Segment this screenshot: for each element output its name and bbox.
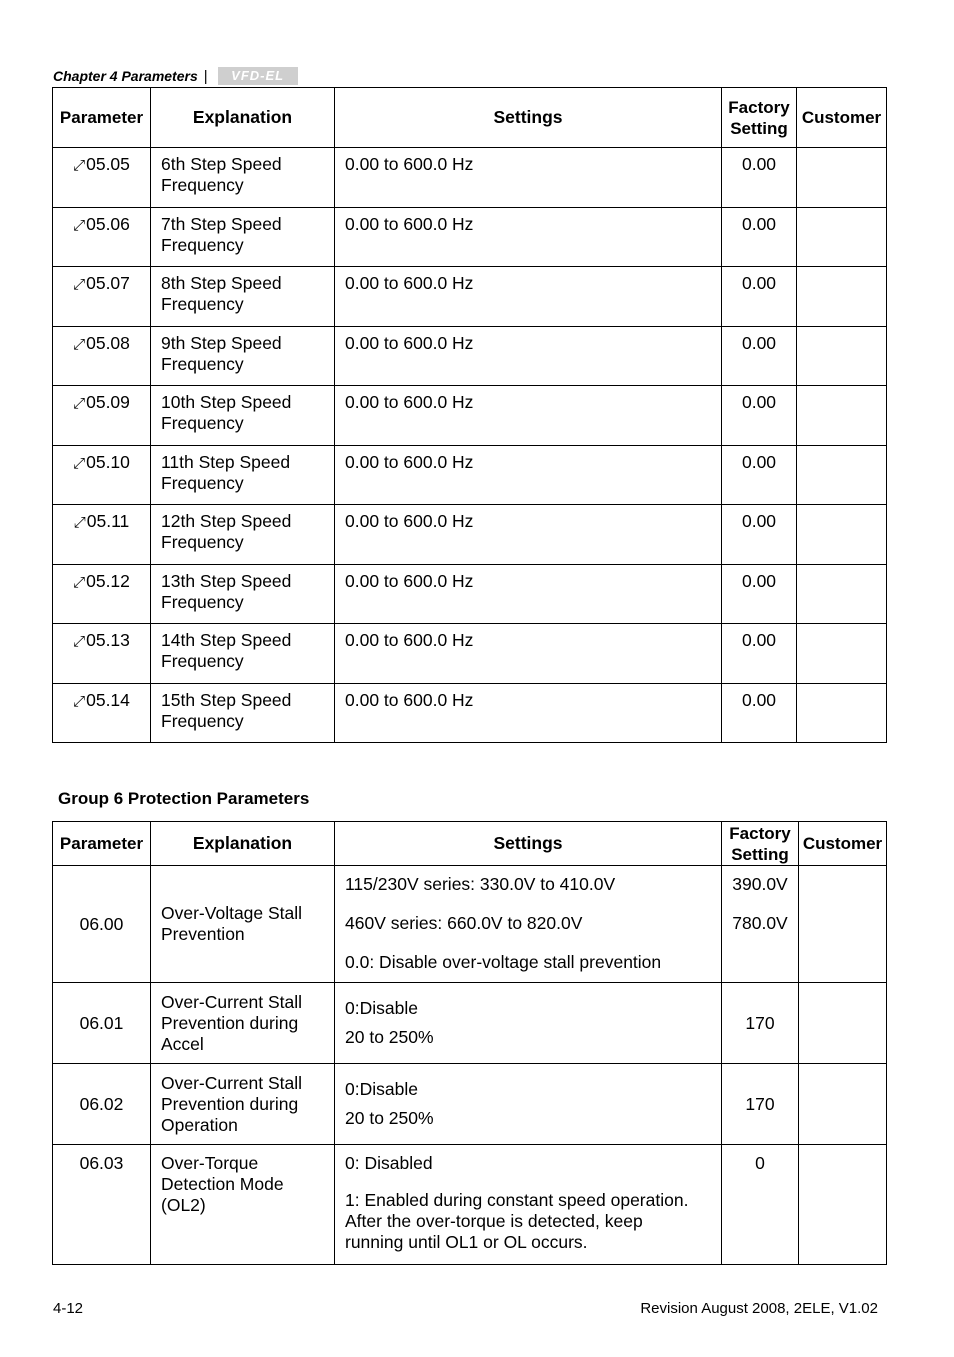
factory-setting: 0.00 [722, 445, 797, 505]
explanation-line: Frequency [161, 413, 244, 433]
param-explanation [151, 1064, 335, 1145]
customer-cell [799, 983, 887, 1064]
explanation-line: Frequency [161, 294, 244, 314]
customer-cell [797, 505, 887, 565]
explanation-line: Frequency [161, 353, 244, 374]
adjustable-arrow-icon: ⤢ [73, 514, 86, 531]
param-code [53, 326, 151, 386]
param-explanation [151, 624, 335, 684]
adjustable-arrow-icon: ⤢ [73, 633, 86, 650]
table-row [53, 326, 887, 386]
table-row [53, 564, 887, 624]
customer-cell [797, 207, 887, 267]
param-settings: 0.00 to 600.0 Hz [335, 683, 722, 743]
factory-setting: 0.00 [722, 326, 797, 386]
param-explanation [151, 1145, 335, 1265]
col-settings: Settings [335, 88, 722, 148]
factory-setting: 0.00 [722, 624, 797, 684]
adjustable-arrow-icon: ⤢ [73, 216, 86, 234]
setting-line: 0.0: Disable over-voltage stall prevention [345, 952, 662, 972]
customer-cell [797, 445, 887, 505]
param-code [53, 207, 151, 267]
customer-cell [797, 267, 887, 327]
table-row [53, 148, 887, 208]
table-row [53, 683, 887, 743]
param-settings: 0.00 to 600.0 Hz [335, 326, 722, 386]
setting-line: 115/230V series: 330.0V to 410.0V [345, 874, 616, 894]
param-number: 05.11 [86, 511, 130, 531]
explanation-line: Over-Current Stall [161, 1072, 303, 1093]
param-code [53, 505, 151, 565]
explanation-line: 15th Step Speed [161, 689, 292, 710]
table-row [53, 207, 887, 267]
adjustable-arrow-icon: ⤢ [73, 573, 86, 591]
param-settings: 0.00 to 600.0 Hz [335, 564, 722, 624]
setting-line: 0:Disable [345, 1079, 418, 1099]
col-factory-line1: Factory [729, 823, 791, 843]
factory-setting: 0.00 [722, 207, 797, 267]
explanation-line: 14th Step Speed [161, 630, 292, 650]
param-settings: 0.00 to 600.0 Hz [335, 148, 722, 208]
col-settings: Settings [335, 822, 722, 866]
param-code [53, 624, 151, 684]
factory-setting: 0.00 [722, 564, 797, 624]
table-row [53, 1145, 887, 1265]
setting-line: 460V series: 660.0V to 820.0V [345, 913, 583, 933]
param-settings: 0.00 to 600.0 Hz [335, 505, 722, 565]
param-explanation [151, 386, 335, 446]
param-code: 06.01 [53, 983, 151, 1064]
setting-line: 0:Disable [345, 998, 418, 1018]
col-explanation: Explanation [151, 822, 335, 866]
explanation-line: 13th Step Speed [161, 570, 292, 591]
chapter-title: Chapter 4 Parameters [53, 68, 198, 84]
param-explanation [151, 267, 335, 327]
explanation-line: Frequency [161, 532, 244, 552]
factory-setting [722, 866, 799, 983]
param-number: 05.10 [86, 451, 130, 472]
vfd-el-logo [218, 67, 298, 85]
customer-cell [797, 148, 887, 208]
explanation-line: 10th Step Speed [161, 392, 292, 412]
param-explanation [151, 148, 335, 208]
param-explanation [151, 983, 335, 1064]
page-header [53, 66, 298, 86]
param-number: 05.14 [86, 689, 130, 710]
explanation-line: (OL2) [161, 1195, 206, 1215]
table-row [53, 505, 887, 565]
col-explanation: Explanation [151, 88, 335, 148]
param-settings: 0.00 to 600.0 Hz [335, 267, 722, 327]
param-settings [335, 1064, 722, 1145]
param-number: 05.08 [86, 332, 130, 353]
customer-cell [797, 564, 887, 624]
explanation-line: Over-Voltage Stall [161, 903, 303, 923]
explanation-line: Accel [161, 1033, 204, 1054]
factory-setting: 0.00 [722, 148, 797, 208]
param-settings: 0.00 to 600.0 Hz [335, 445, 722, 505]
table-row [53, 386, 887, 446]
customer-cell [799, 1145, 887, 1265]
param-explanation [151, 866, 335, 983]
group-6-title: Group 6 Protection Parameters [58, 789, 310, 808]
customer-cell [797, 326, 887, 386]
param-code: 06.00 [53, 866, 151, 983]
param-code [53, 564, 151, 624]
header-separator: | [203, 67, 208, 85]
col-parameter: Parameter [53, 88, 151, 148]
param-code [53, 148, 151, 208]
col-factory-line1: Factory [728, 97, 790, 117]
explanation-line: Over-Torque [161, 1153, 259, 1173]
factory-value: 780.0V [732, 913, 788, 933]
adjustable-arrow-icon: ⤢ [73, 454, 86, 472]
col-customer: Customer [797, 88, 887, 148]
param-number: 05.05 [86, 154, 130, 174]
setting-line: running until OL1 or OL occurs. [345, 1232, 588, 1252]
col-factory-setting [722, 822, 799, 866]
explanation-line: Prevention during [161, 1012, 299, 1033]
explanation-line: Frequency [161, 234, 244, 255]
table-header-row [53, 822, 887, 866]
factory-value: 390.0V [732, 874, 788, 894]
factory-setting: 0.00 [722, 267, 797, 327]
adjustable-arrow-icon: ⤢ [73, 157, 86, 174]
param-number: 05.07 [86, 273, 130, 293]
param-code: 06.02 [53, 1064, 151, 1145]
explanation-line: 8th Step Speed [161, 273, 282, 293]
factory-setting: 170 [722, 1064, 799, 1145]
explanation-line: Frequency [161, 710, 244, 731]
explanation-line: Frequency [161, 651, 244, 671]
param-number: 05.13 [86, 630, 130, 650]
param-settings [335, 866, 722, 983]
explanation-line: Frequency [161, 591, 244, 612]
customer-cell [797, 624, 887, 684]
page-number: 4-12 [53, 1300, 84, 1317]
revision-info: Revision August 2008, 2ELE, V1.02 [640, 1300, 878, 1317]
param-settings [335, 983, 722, 1064]
adjustable-arrow-icon: ⤢ [73, 395, 86, 412]
param-code [53, 683, 151, 743]
param-explanation [151, 207, 335, 267]
customer-cell [797, 683, 887, 743]
setting-line: After the over-torque is detected, keep [345, 1211, 643, 1231]
customer-cell [797, 386, 887, 446]
table-header-row [53, 88, 887, 148]
param-code [53, 445, 151, 505]
param-explanation [151, 564, 335, 624]
table-row [53, 445, 887, 505]
col-parameter: Parameter [53, 822, 151, 866]
param-code: 06.03 [53, 1145, 151, 1265]
explanation-line: 7th Step Speed [161, 213, 282, 234]
table-row [53, 624, 887, 684]
explanation-line: 9th Step Speed [161, 332, 282, 353]
setting-line: 20 to 250% [345, 1027, 434, 1047]
explanation-line: Frequency [161, 175, 244, 195]
col-customer: Customer [799, 822, 887, 866]
param-number: 05.12 [86, 570, 130, 591]
protection-parameters-table [52, 821, 887, 1265]
table-row [53, 1064, 887, 1145]
param-settings: 0.00 to 600.0 Hz [335, 386, 722, 446]
table-row [53, 983, 887, 1064]
param-explanation [151, 326, 335, 386]
explanation-line: Frequency [161, 472, 244, 493]
factory-setting: 170 [722, 983, 799, 1064]
explanation-line: 12th Step Speed [161, 511, 292, 531]
setting-line: 1: Enabled during constant speed operation. [345, 1190, 689, 1210]
setting-line: 20 to 250% [345, 1108, 434, 1128]
param-explanation [151, 683, 335, 743]
param-number: 05.09 [86, 392, 130, 412]
factory-setting: 0 [722, 1145, 799, 1265]
adjustable-arrow-icon: ⤢ [73, 276, 86, 293]
col-factory-line2: Setting [730, 118, 788, 138]
param-code [53, 386, 151, 446]
explanation-line: Detection Mode [161, 1174, 284, 1194]
logo-text: VFD-EL [231, 68, 285, 83]
adjustable-arrow-icon: ⤢ [73, 692, 86, 710]
adjustable-arrow-icon: ⤢ [73, 335, 86, 353]
explanation-line: 11th Step Speed [161, 451, 291, 472]
param-explanation [151, 505, 335, 565]
param-number: 05.06 [86, 213, 130, 234]
table-row [53, 267, 887, 327]
param-code [53, 267, 151, 327]
customer-cell [799, 866, 887, 983]
col-factory-line2: Setting [731, 844, 789, 864]
factory-setting: 0.00 [722, 386, 797, 446]
explanation-line: Operation [161, 1114, 238, 1135]
factory-setting: 0.00 [722, 683, 797, 743]
col-factory-setting [722, 88, 797, 148]
explanation-line: Prevention [161, 924, 245, 944]
explanation-line: Prevention during [161, 1093, 299, 1114]
explanation-line: Over-Current Stall [161, 991, 303, 1012]
param-explanation [151, 445, 335, 505]
step-speed-table [52, 87, 887, 743]
factory-setting: 0.00 [722, 505, 797, 565]
customer-cell [799, 1064, 887, 1145]
table-row [53, 866, 887, 983]
param-settings: 0.00 to 600.0 Hz [335, 624, 722, 684]
param-settings: 0.00 to 600.0 Hz [335, 207, 722, 267]
explanation-line: 6th Step Speed [161, 154, 282, 174]
param-settings [335, 1145, 722, 1265]
setting-line: 0: Disabled [345, 1153, 433, 1173]
